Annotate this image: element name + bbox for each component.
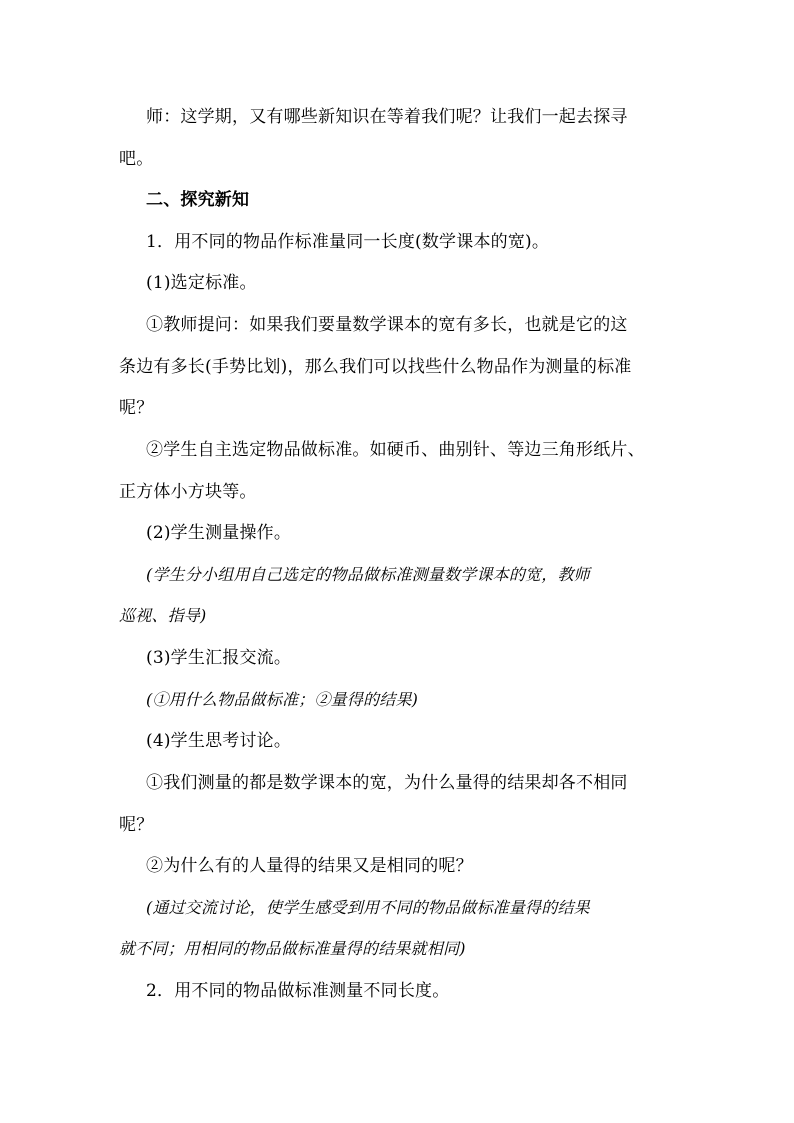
step-1-question-line-1: ①教师提问：如果我们要量数学课本的宽有多长，也就是它的这 bbox=[146, 315, 628, 335]
step-3-title: (3)学生汇报交流。 bbox=[146, 648, 292, 668]
step-3-note: (①用什么物品做标准；②量得的结果) bbox=[146, 690, 419, 709]
step-4-question-1-line-1: ①我们测量的都是数学课本的宽，为什么量得的结果却各不相同 bbox=[146, 773, 628, 793]
step-2-note-line-1: (学生分小组用自己选定的物品做标准测量数学课本的宽，教师 bbox=[146, 565, 590, 584]
step-1-title: (1)选定标准。 bbox=[146, 273, 257, 293]
step-1-question-line-2: 条边有多长(手势比划)，那么我们可以找些什么物品作为测量的标准 bbox=[119, 357, 632, 377]
section-heading: 二、探究新知 bbox=[146, 190, 250, 210]
step-4-question-1-line-2: 呢？ bbox=[119, 815, 154, 835]
step-4-title: (4)学生思考讨论。 bbox=[146, 731, 292, 751]
item-2-title: 2．用不同的物品做标准测量不同长度。 bbox=[146, 981, 450, 1001]
step-1-answer-line-2: 正方体小方块等。 bbox=[119, 482, 257, 502]
step-4-note-line-2: 就不同；用相同的物品做标准量得的结果就相同) bbox=[119, 939, 466, 958]
step-4-question-2: ②为什么有的人量得的结果又是相同的呢？ bbox=[146, 856, 473, 876]
intro-line-2: 吧。 bbox=[119, 149, 154, 169]
step-2-note-line-2: 巡视、指导) bbox=[119, 606, 207, 625]
intro-line-1: 师：这学期，又有哪些新知识在等着我们呢？让我们一起去探寻 bbox=[146, 107, 628, 127]
step-1-question-line-3: 呢？ bbox=[119, 398, 154, 418]
step-4-note-line-1: (通过交流讨论，使学生感受到用不同的物品做标准量得的结果 bbox=[146, 898, 590, 917]
step-1-answer-line-1: ②学生自主选定物品做标准。如硬币、曲别针、等边三角形纸片、 bbox=[146, 440, 645, 460]
step-2-title: (2)学生测量操作。 bbox=[146, 523, 292, 543]
item-1-title: 1．用不同的物品作标准量同一长度(数学课本的宽)。 bbox=[146, 232, 550, 252]
